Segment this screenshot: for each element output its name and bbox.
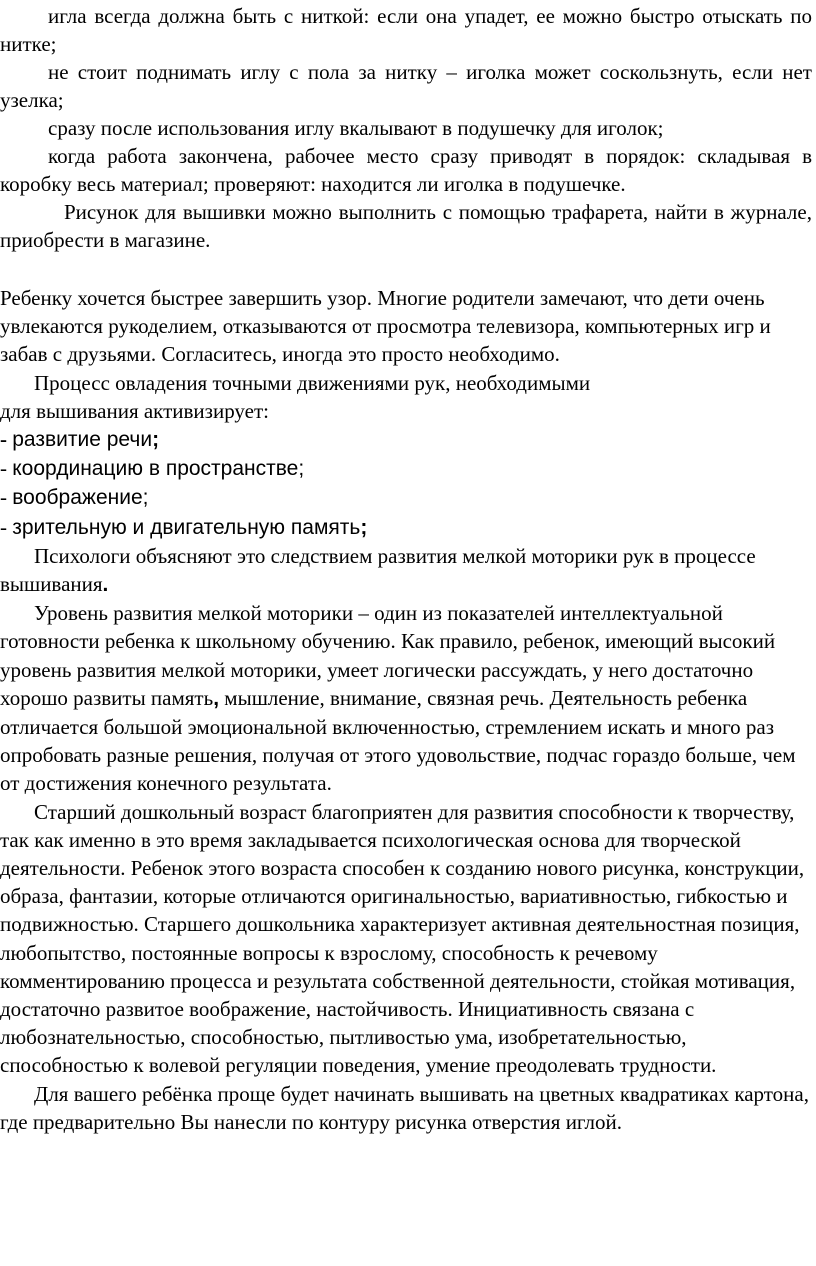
- psychologists-text: Психологи объясняют это следствием развития мелкой моторики рук в процессе вышивания: [0, 543, 756, 597]
- last-paragraph: Для вашего ребёнка проще будет начинать вышивать на цветных квадратиках картона, где предварительно Вы нанесли по контуру рисунка отверстия иглой.: [0, 1081, 809, 1134]
- rule-paragraph: не стоит поднимать иглу с пола за нитку – иголка может соскользнуть, если нет узелка;: [0, 60, 812, 112]
- list-item-punct: ;: [360, 515, 368, 539]
- rule-paragraph: когда работа закончена, рабочее место сразу приводят в порядок: складывая в коробку весь материал; проверяют: находится ли иголка в подушечке.: [0, 144, 812, 196]
- motor-skills-text-1: Уровень развития мелкой моторики – один из показателей интеллектуальной готовности ребенка к школьному обучению. Как правило, ребенок, имеющий высокий уровень развития мелкой моторики, умеет логически рассуждать, у него достаточно хорошо развиты память: [0, 601, 776, 710]
- main-text-section: [0, 284, 816, 1136]
- list-dash: -: [0, 514, 13, 539]
- motor-skills-comma: ,: [213, 686, 220, 710]
- list-item: [0, 454, 816, 483]
- senior-preschool-paragraph: Старший дошкольный возраст благоприятен для развития способности к творчеству, так как именно в это время закладывается психологическая основа для творческой деятельности. Ребенок этого возраста способен к созданию нового рисунка, конструкции, образа, фантазии, которые отличаются оригинальностью, вариативностью, гибкостью и подвижностью. Старшего дошкольника характеризует активная деятельностная позиция, любопытство, постоянные вопросы к взрослому, способность к речевому комментированию процесса и результата собственной деятельности, стойкая мотивация, достаточно развитое воображение, настойчивость. Инициативность связана с любознательностью, способностью, пытливостью ума, изобретательностью, способностью к волевой регуляции поведения, умение преодолевать трудности.: [0, 799, 805, 1078]
- list-item: [0, 425, 816, 454]
- list-dash: -: [0, 485, 13, 510]
- list-item-text: зрительную и двигательную память: [12, 515, 361, 539]
- list-dash: -: [0, 456, 13, 481]
- rule-paragraph: игла всегда должна быть с ниткой: если она упадет, ее можно быстро отыскать по нитке;: [0, 4, 812, 56]
- list-item: [0, 483, 816, 512]
- motor-skills-paragraph: [0, 599, 816, 797]
- list-item-punct: ;: [298, 457, 305, 481]
- list-item-text: развитие речи: [12, 428, 153, 452]
- list-item-punct: ;: [142, 486, 149, 510]
- list-dash: -: [0, 427, 13, 452]
- pattern-paragraph: Рисунок для вышивки можно выполнить с помощью трафарета, найти в журнале, приобрести в магазине.: [0, 200, 812, 252]
- motor-skills-text-2: мышление, внимание, связная речь. Деятельность ребенка отличается большой эмоциональной включенностью, стремлением искать и много раз опробовать разные решения, получая от этого удовольствие, подчас гораздо больше, чем от достижения конечного результата.: [0, 685, 796, 796]
- child-paragraph: Ребенку хочется быстрее завершить узор. Многие родители замечают, что дети очень увлекаются рукоделием, отказываются от просмотра телевизора, компьютерных игр и забав с друзьями. Согласитесь, иногда это просто необходимо.: [0, 286, 771, 367]
- rule-paragraph: сразу после использования иглу вкалывают в подушечку для иголок;: [48, 116, 664, 140]
- psychologists-period: .: [102, 573, 109, 597]
- skills-list: [0, 425, 816, 542]
- list-item-text: воображение: [12, 486, 143, 510]
- list-item: [0, 513, 816, 542]
- process-line-1: Процесс овладения точными движениями рук, необходимыми: [34, 370, 591, 395]
- list-item-text: координацию в пространстве: [12, 457, 299, 481]
- safety-rules-section: [0, 2, 812, 254]
- psychologists-paragraph: [0, 542, 816, 599]
- list-item-punct: ;: [152, 428, 160, 452]
- process-line-2: для вышивания активизирует:: [0, 398, 269, 423]
